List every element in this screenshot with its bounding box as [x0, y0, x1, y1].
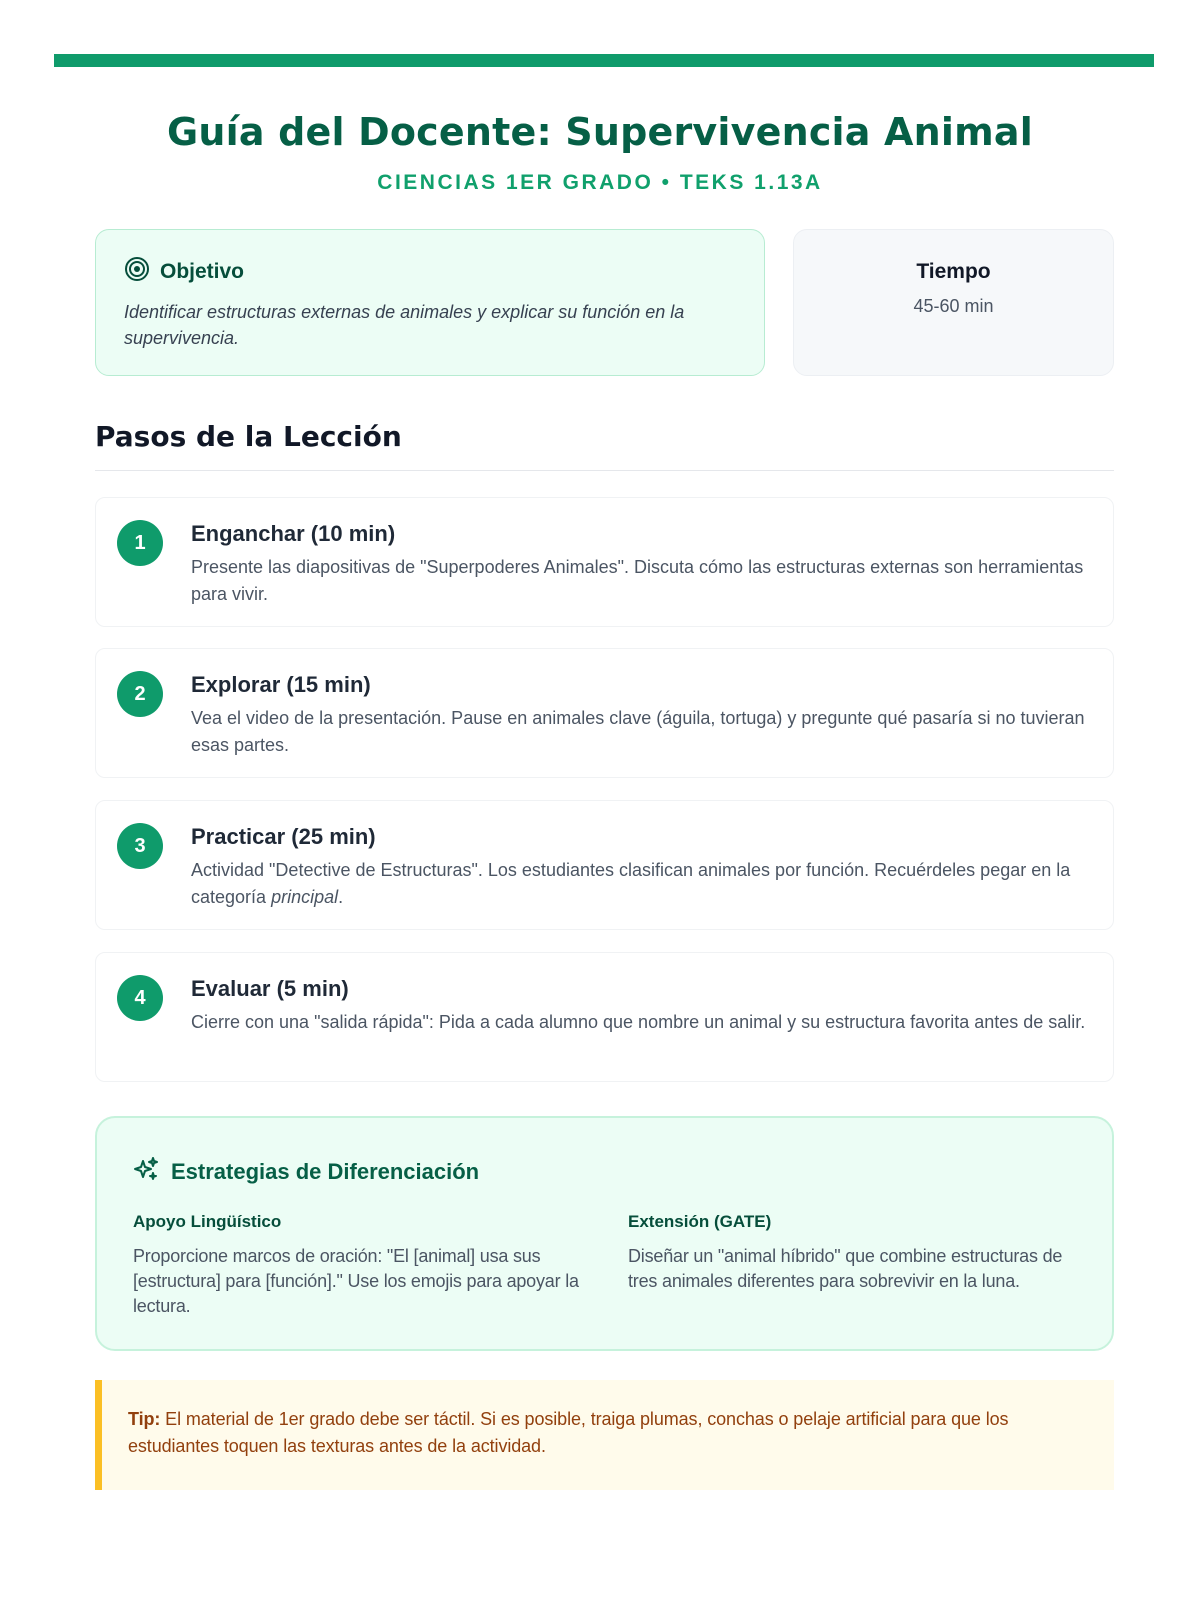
- step-card-4: [95, 952, 1114, 1082]
- differentiation-card: [95, 1116, 1114, 1351]
- tip-text: [128, 1406, 1086, 1460]
- time-card: [793, 229, 1114, 376]
- objective-text: Identificar estructuras externas de animales y explicar su función en la supervivencia.: [124, 302, 685, 348]
- step-title: Practicar (25 min): [191, 824, 376, 849]
- column-title: Extensión (GATE): [628, 1212, 772, 1231]
- step-number-badge: 2: [117, 671, 163, 717]
- step-card-1: [95, 497, 1114, 627]
- time-label: Tiempo: [916, 260, 991, 283]
- step-text-end: .: [338, 887, 344, 907]
- column-text: Proporcione marcos de oración: "El [animal] usa sus [estructura] para [función]." Use los emojis para apoyar la lectura.: [133, 1246, 579, 1316]
- step-title: Evaluar (5 min): [191, 976, 349, 1001]
- differentiation-header: [133, 1156, 479, 1187]
- steps-section-title: Pasos de la Lección: [95, 420, 402, 453]
- step-description: Cierre con una "salida rápida": Pida a cada alumno que nombre un animal y su estructura favorita antes de salir.: [191, 1012, 1086, 1032]
- step-text-emphasis: principal: [271, 887, 339, 907]
- time-value: 45-60 min: [913, 296, 994, 316]
- step-description: [191, 857, 1091, 911]
- page-title: Guía del Docente: Supervivencia Animal: [166, 110, 1034, 154]
- step-number-badge: 3: [117, 823, 163, 869]
- column-title: Apoyo Lingüístico: [133, 1212, 282, 1231]
- column-text: Diseñar un "animal híbrido" que combine estructuras de tres animales diferentes para sobrevivir en la luna.: [628, 1246, 1063, 1291]
- step-text-main: Actividad "Detective de Estructuras". Los estudiantes clasifican animales por función. Recuérdeles pegar en la categoría: [191, 860, 1071, 907]
- extension-column: [628, 1212, 1083, 1294]
- tip-body: El material de 1er grado debe ser táctil. Si es posible, traiga plumas, conchas o pelaje artificial para que los estudiantes toquen las texturas antes de la actividad.: [128, 1409, 1009, 1456]
- tip-callout: [95, 1380, 1114, 1490]
- step-card-2: [95, 648, 1114, 778]
- step-number-badge: 4: [117, 975, 163, 1021]
- sparkles-icon: [133, 1156, 159, 1187]
- section-divider: [95, 470, 1114, 471]
- objective-label: Objetivo: [160, 259, 245, 283]
- step-description: Presente las diapositivas de "Superpoderes Animales". Discuta cómo las estructuras externas son herramientas para vivir.: [191, 557, 1084, 604]
- step-title: Enganchar (10 min): [191, 521, 396, 546]
- step-number-badge: 1: [117, 520, 163, 566]
- step-title: Explorar (15 min): [191, 672, 371, 697]
- differentiation-title: Estrategias de Diferenciación: [171, 1158, 480, 1184]
- objective-header: [124, 256, 736, 287]
- target-icon: [124, 256, 150, 287]
- objective-card: [95, 229, 765, 376]
- tip-label: Tip:: [128, 1409, 161, 1429]
- step-description: Vea el video de la presentación. Pause en animales clave (águila, tortuga) y pregunte qué pasaría si no tuvieran esas partes.: [191, 708, 1085, 755]
- page-subtitle: CIENCIAS 1ER GRADO • TEKS 1.13A: [377, 171, 823, 194]
- language-support-column: [133, 1212, 588, 1319]
- step-card-3: [95, 800, 1114, 930]
- top-accent-bar: [54, 54, 1154, 67]
